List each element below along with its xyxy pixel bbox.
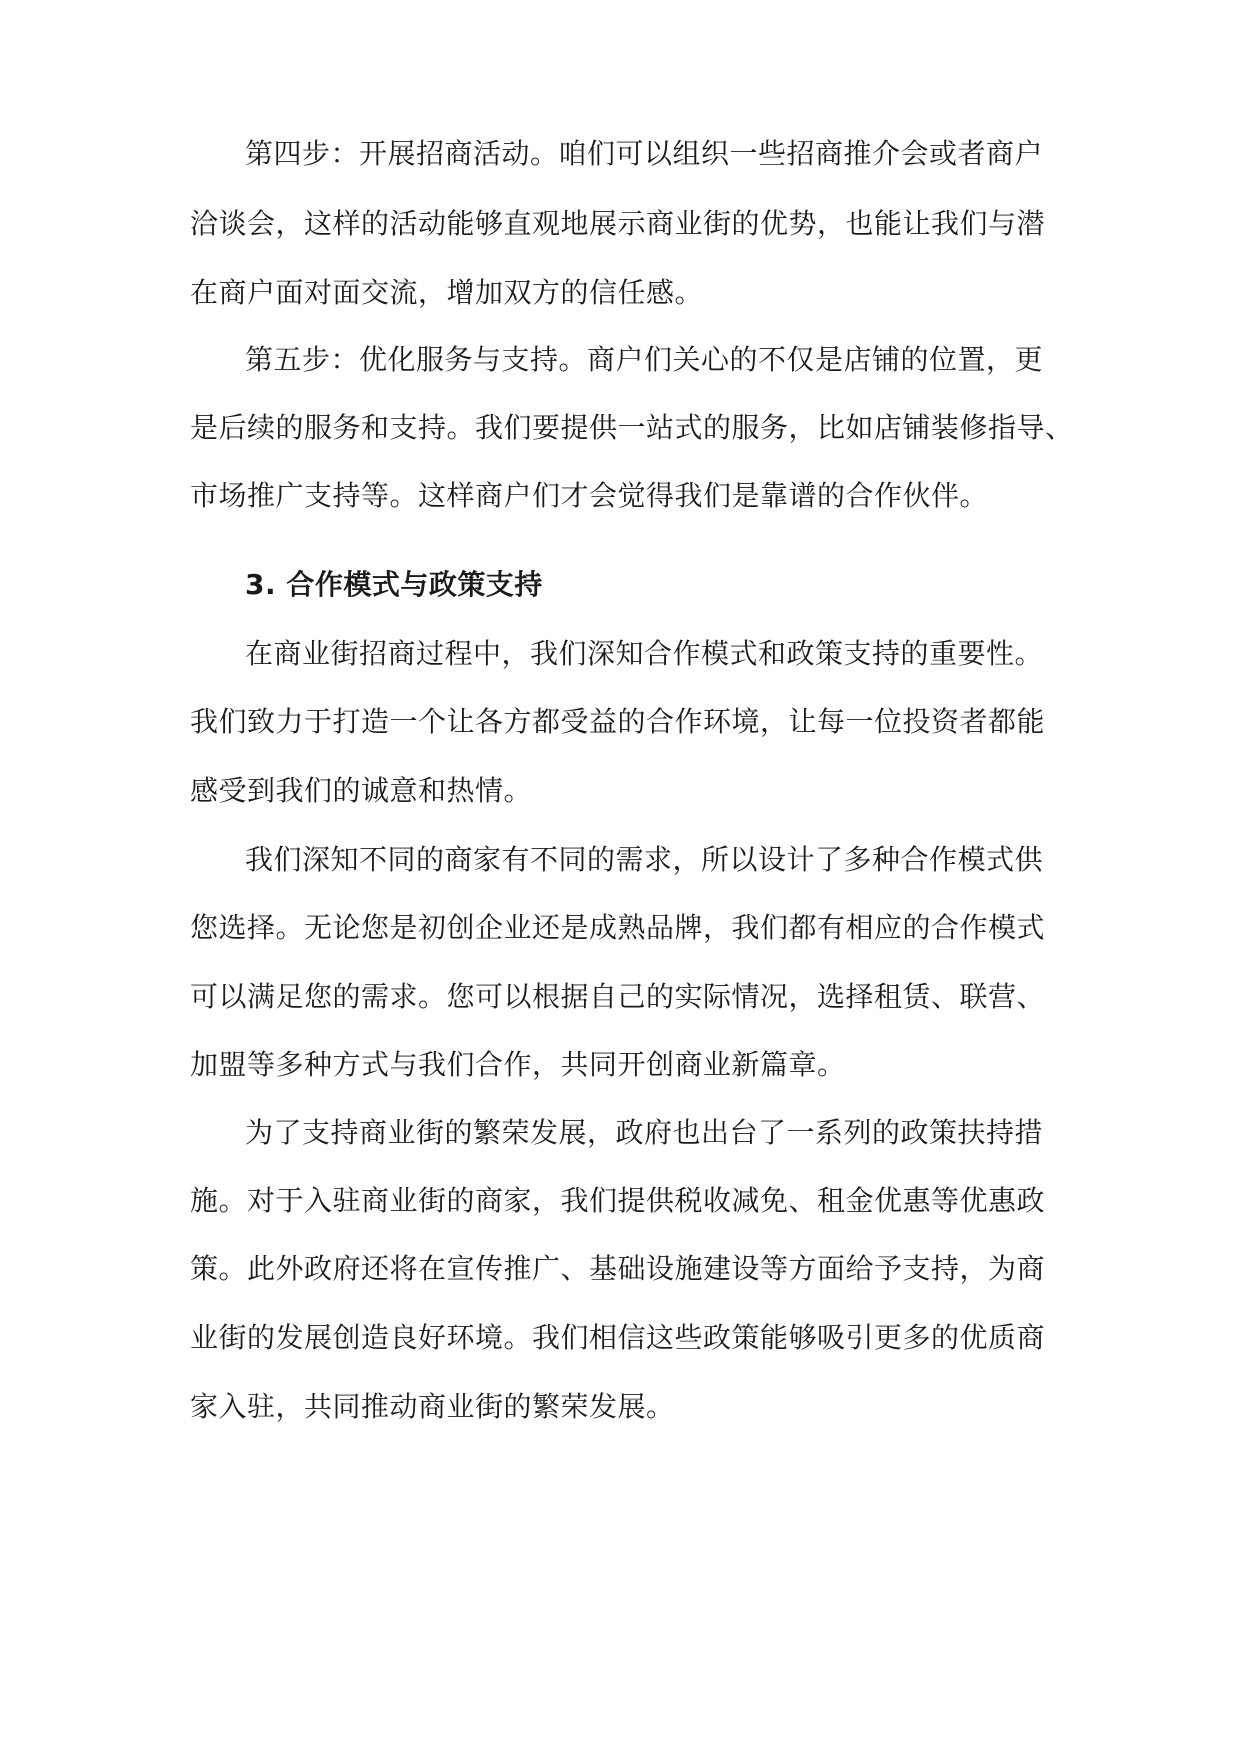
section-heading: 3. 合作模式与政策支持 <box>245 568 543 601</box>
paragraph-policy-line: 施。对于入驻商业街的商家，我们提供税收减免、租金优惠等优惠政 <box>190 1184 1046 1217</box>
paragraph-modes-line: 您选择。无论您是初创企业还是成熟品牌，我们都有相应的合作模式 <box>190 911 1046 944</box>
paragraph-modes-line: 可以满足您的需求。您可以根据自己的实际情况，选择租赁、联营、 <box>190 980 1046 1013</box>
paragraph-intro-line: 感受到我们的诚意和热情。 <box>190 774 533 807</box>
paragraph-step4-line: 洽谈会，这样的活动能够直观地展示商业街的优势，也能让我们与潜 <box>190 207 1046 240</box>
paragraph-step5-line: 市场推广支持等。这样商户们才会觉得我们是靠谱的合作伙伴。 <box>190 479 989 512</box>
paragraph-modes-line: 我们深知不同的商家有不同的需求，所以设计了多种合作模式供 <box>245 843 1044 876</box>
paragraph-step4-line: 在商户面对面交流，增加双方的信任感。 <box>190 276 704 309</box>
paragraph-step4-line: 第四步：开展招商活动。咱们可以组织一些招商推介会或者商户 <box>245 137 1044 170</box>
paragraph-policy-line: 业街的发展创造良好环境。我们相信这些政策能够吸引更多的优质商 <box>190 1321 1046 1354</box>
paragraph-intro-line: 我们致力于打造一个让各方都受益的合作环境，让每一位投资者都能 <box>190 705 1046 738</box>
paragraph-step5-line: 第五步：优化服务与支持。商户们关心的不仅是店铺的位置，更 <box>245 343 1044 376</box>
paragraph-policy-line: 策。此外政府还将在宣传推广、基础设施建设等方面给予支持，为商 <box>190 1252 1046 1285</box>
paragraph-policy-line: 家入驻，共同推动商业街的繁荣发展。 <box>190 1390 675 1423</box>
paragraph-modes-line: 加盟等多种方式与我们合作，共同开创商业新篇章。 <box>190 1048 846 1081</box>
paragraph-policy-line: 为了支持商业街的繁荣发展，政府也出台了一系列的政策扶持措 <box>245 1116 1044 1149</box>
paragraph-intro-line: 在商业街招商过程中，我们深知合作模式和政策支持的重要性。 <box>245 637 1044 670</box>
paragraph-step5-line: 是后续的服务和支持。我们要提供一站式的服务，比如店铺装修指导、 <box>190 411 1074 444</box>
